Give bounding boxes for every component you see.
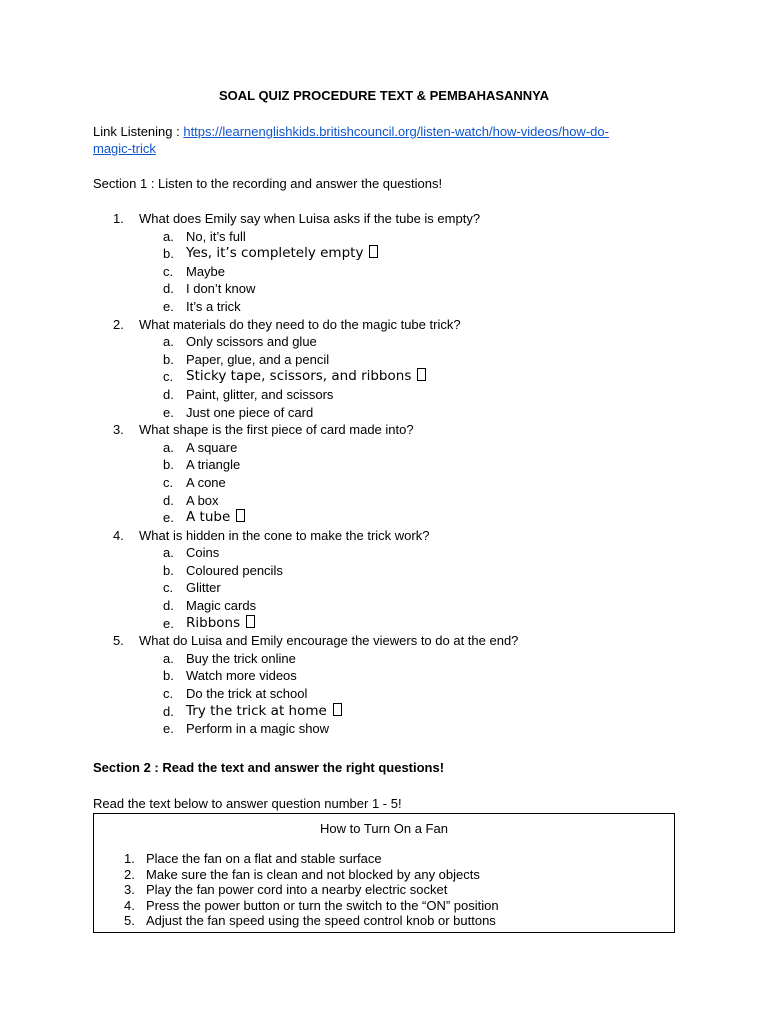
option-text: Try the trick at home xyxy=(186,702,327,719)
procedure-text-box xyxy=(93,813,675,933)
option-letter: a. xyxy=(163,228,174,244)
option-letter: d. xyxy=(163,492,174,508)
listening-link[interactable]: https://learnenglishkids.britishcouncil.org/listen-watch/how-videos/how-do- xyxy=(183,124,609,139)
answer-option xyxy=(93,333,693,351)
answer-option xyxy=(93,492,693,510)
option-letter: b. xyxy=(163,246,174,262)
listening-link-line xyxy=(93,123,673,157)
option-letter: c. xyxy=(163,369,174,385)
answer-option xyxy=(93,228,693,246)
option-text: Maybe xyxy=(186,263,226,279)
listening-link-continued[interactable]: magic-trick xyxy=(93,141,156,156)
option-letter: d. xyxy=(163,703,174,719)
option-letter: e. xyxy=(163,510,174,526)
procedure-step xyxy=(94,851,674,867)
question-number: 5. xyxy=(113,633,124,649)
procedure-title: How to Turn On a Fan xyxy=(320,821,448,836)
option-letter: e. xyxy=(163,615,174,631)
answer-option xyxy=(93,351,693,369)
option-text: A square xyxy=(186,439,238,455)
option-letter: b. xyxy=(163,457,174,473)
answer-option xyxy=(93,404,693,422)
checkbox-icon xyxy=(369,245,378,258)
option-text: Buy the trick online xyxy=(186,650,296,666)
answer-option-correct xyxy=(93,509,693,527)
option-letter: c. xyxy=(163,580,174,596)
question-number: 2. xyxy=(113,316,124,332)
question-text: What shape is the first piece of card made into? xyxy=(139,422,414,438)
step-text: Play the fan power cord into a nearby electric socket xyxy=(146,882,448,897)
procedure-step xyxy=(94,913,674,929)
answer-option xyxy=(93,386,693,404)
option-text: Yes, it’s completely empty xyxy=(186,245,364,262)
step-number: 3. xyxy=(124,882,135,897)
option-letter: b. xyxy=(163,668,174,684)
step-text: Make sure the fan is clean and not blocked by any objects xyxy=(146,866,480,882)
option-text: No, it’s full xyxy=(186,228,246,244)
question-item xyxy=(93,527,693,545)
option-letter: b. xyxy=(163,351,174,367)
option-text: It’s a trick xyxy=(186,298,241,314)
answer-option xyxy=(93,474,693,492)
question-list xyxy=(93,210,693,738)
option-text: Paint, glitter, and scissors xyxy=(186,386,334,402)
step-number: 1. xyxy=(124,851,135,866)
option-letter: d. xyxy=(163,598,174,614)
link-label: Link Listening : xyxy=(93,124,184,139)
question-item xyxy=(93,632,693,650)
section-1-heading: Section 1 : Listen to the recording and answer the questions! xyxy=(93,176,443,191)
answer-option xyxy=(93,544,693,562)
option-letter: a. xyxy=(163,334,174,350)
question-number: 4. xyxy=(113,527,124,543)
option-text: Coins xyxy=(186,545,220,561)
option-letter: a. xyxy=(163,650,174,666)
question-text: What do Luisa and Emily encourage the viewers to do at the end? xyxy=(139,633,519,649)
answer-option xyxy=(93,685,693,703)
answer-option xyxy=(93,579,693,597)
step-text: Place the fan on a flat and stable surface xyxy=(146,851,382,866)
option-text: A triangle xyxy=(186,457,241,473)
option-letter: e. xyxy=(163,404,174,420)
option-letter: c. xyxy=(163,263,174,279)
answer-option xyxy=(93,597,693,615)
option-text: Only scissors and glue xyxy=(186,334,317,350)
answer-option xyxy=(93,439,693,457)
question-number: 1. xyxy=(113,211,124,226)
answer-option xyxy=(93,263,693,281)
answer-option xyxy=(93,720,693,738)
answer-option-correct xyxy=(93,703,693,721)
step-text: Press the power button or turn the switch to the “ON” position xyxy=(146,897,499,913)
step-number: 4. xyxy=(124,897,135,913)
option-letter: a. xyxy=(163,545,174,561)
question-text: What does Emily say when Luisa asks if the tube is empty? xyxy=(139,211,481,226)
question-item xyxy=(93,210,693,228)
page-title: SOAL QUIZ PROCEDURE TEXT & PEMBAHASANNYA xyxy=(218,88,550,103)
step-text: Adjust the fan speed using the speed control knob or buttons xyxy=(146,913,496,928)
answer-option-correct xyxy=(93,368,693,386)
option-letter: b. xyxy=(163,562,174,578)
answer-option xyxy=(93,562,693,580)
checkbox-icon xyxy=(417,368,426,381)
option-text: I don’t know xyxy=(186,281,256,297)
checkbox-icon xyxy=(236,509,245,522)
option-text: A box xyxy=(186,492,219,508)
answer-option-correct xyxy=(93,615,693,633)
answer-option xyxy=(93,280,693,298)
procedure-step xyxy=(94,898,674,914)
question-number: 3. xyxy=(113,422,124,438)
option-text: Perform in a magic show xyxy=(186,721,330,737)
question-item xyxy=(93,421,693,439)
option-text: Glitter xyxy=(186,580,221,596)
procedure-step xyxy=(94,882,674,898)
option-text: A cone xyxy=(186,474,226,490)
question-text: What is hidden in the cone to make the trick work? xyxy=(139,527,430,543)
answer-option xyxy=(93,298,693,316)
answer-option xyxy=(93,667,693,685)
reading-instruction: Read the text below to answer question number 1 - 5! xyxy=(93,796,402,811)
option-text: Ribbons xyxy=(186,614,241,631)
procedure-steps xyxy=(94,851,674,929)
option-letter: c. xyxy=(163,474,174,490)
section-2-heading: Section 2 : Read the text and answer the right questions! xyxy=(93,760,445,775)
option-text: Just one piece of card xyxy=(186,404,314,420)
question-item xyxy=(93,316,693,334)
option-text: A tube xyxy=(186,509,231,526)
option-text: Paper, glue, and a pencil xyxy=(186,351,330,367)
option-text: Coloured pencils xyxy=(186,562,283,578)
option-letter: c. xyxy=(163,686,174,702)
answer-option xyxy=(93,456,693,474)
procedure-step xyxy=(94,867,674,883)
step-number: 5. xyxy=(124,913,135,928)
option-text: Do the trick at school xyxy=(186,686,308,702)
answer-option-correct xyxy=(93,245,693,263)
option-letter: e. xyxy=(163,721,174,737)
option-letter: d. xyxy=(163,386,174,402)
option-letter: d. xyxy=(163,281,174,297)
option-text: Sticky tape, scissors, and ribbons xyxy=(186,368,412,385)
checkbox-icon xyxy=(333,703,342,716)
option-letter: e. xyxy=(163,298,174,314)
answer-option xyxy=(93,650,693,668)
option-text: Watch more videos xyxy=(186,668,297,684)
question-text: What materials do they need to do the magic tube trick? xyxy=(139,316,461,332)
option-text: Magic cards xyxy=(186,598,257,614)
step-number: 2. xyxy=(124,866,135,882)
checkbox-icon xyxy=(246,615,255,628)
option-letter: a. xyxy=(163,439,174,455)
